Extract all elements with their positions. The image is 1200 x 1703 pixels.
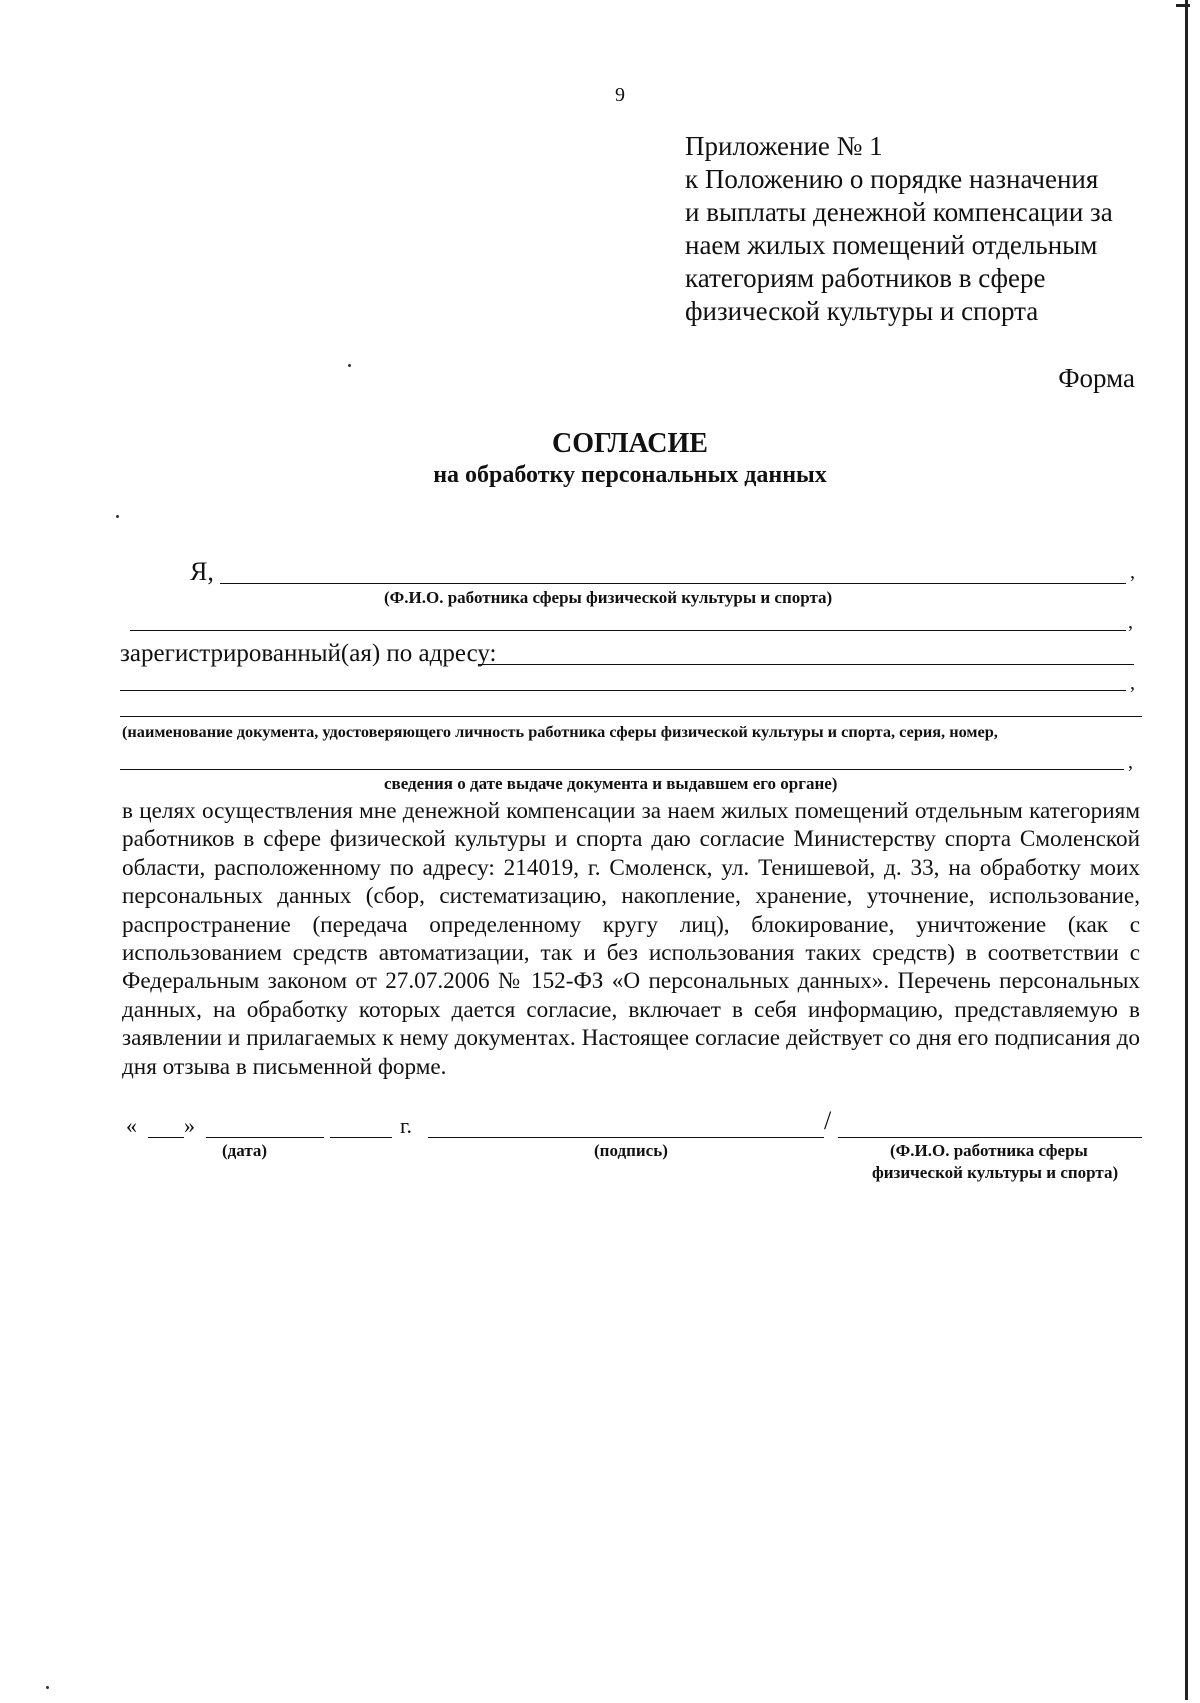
month-input-line[interactable] [206,1137,324,1138]
scan-corner-mark [1176,4,1190,7]
quote-open: « [126,1113,137,1138]
issue-caption: сведения о дате выдаче документа и выдавшем его органе) [384,774,838,793]
appendix-line: наем жилых помещений отдельным [685,230,1098,260]
fio-caption: (Ф.И.О. работника сферы физической культуры и спорта) [384,588,833,607]
comma: , [1128,751,1133,773]
year-suffix: г. [400,1113,413,1138]
scan-speck [116,515,119,518]
appendix-line: категориям работников в сфере [685,263,1046,293]
appendix-line: Приложение № 1 [685,131,883,161]
appendix-header [685,130,1155,328]
appendix-line: к Положению о порядке назначения [685,164,1099,194]
page-number: 9 [615,84,625,106]
document-input-line[interactable] [120,716,1142,717]
signature-fio-input-line[interactable] [838,1137,1142,1138]
day-input-line[interactable] [148,1137,184,1138]
appendix-line: физической культуры и спорта [685,296,1039,326]
comma: , [1130,672,1135,694]
form-label: Форма [1058,363,1135,393]
signature-fio-caption-line1: (Ф.И.О. работника сферы [890,1141,1088,1160]
slash: / [824,1106,832,1135]
signature-caption: (подпись) [594,1141,668,1160]
document-details-line[interactable] [120,769,1124,770]
address-input-line[interactable] [478,664,1134,665]
year-input-line[interactable] [330,1137,392,1138]
signature-input-line[interactable] [428,1137,824,1138]
ya-label: Я, [190,557,214,586]
comma: , [1130,561,1135,583]
document-subtitle: на обработку персональных данных [433,462,827,488]
fio-input-line[interactable] [220,583,1126,584]
address-label: зарегистрированный(ая) по адресу: [120,640,497,667]
scan-border-line [1185,0,1188,1700]
date-caption: (дата) [222,1141,268,1160]
appendix-line: и выплаты денежной компенсации за [685,197,1113,227]
address-continuation-line[interactable] [120,690,1126,691]
document-title: СОГЛАСИЕ [552,428,708,459]
scan-speck [348,364,351,367]
fio-continuation-line[interactable] [130,630,1126,631]
consent-body-text: в целях осуществления мне денежной компенсации за наем жилых помещений отдельным категориям работников в сфере физической культуры и спорта даю согласие Министерству спорта Смоленской области, расположенному по адресу: 214019, г. Смоленск, ул. Тенишевой, д. 33, на обработку моих персональных данных (сбор, систематизацию, накопление, хранение, уточнение, использование, распространение (передача определенному кругу лиц), блокирование, уничтожение (как с использованием средств автоматизации, так и без использования таких средств) в соответствии с Федеральным законом от 27.07.2006 № 152-ФЗ «О персональных данных». Перечень персональных данных, на обработку которых дается согласие, включает в себя информацию, представляемую в заявлении и прилагаемых к нему документах. Настоящее согласие действует со дня его подписания до дня отзыва в письменной форме. [122,798,1140,1080]
scan-speck [46,1686,49,1689]
document-caption: (наименование документа, удостоверяющего личность работника сферы физической культуры и спорта, серия, номер, [122,722,998,741]
quote-close: » [184,1113,195,1138]
comma: , [1128,611,1133,633]
signature-fio-caption-line2: физической культуры и спорта) [872,1163,1119,1182]
